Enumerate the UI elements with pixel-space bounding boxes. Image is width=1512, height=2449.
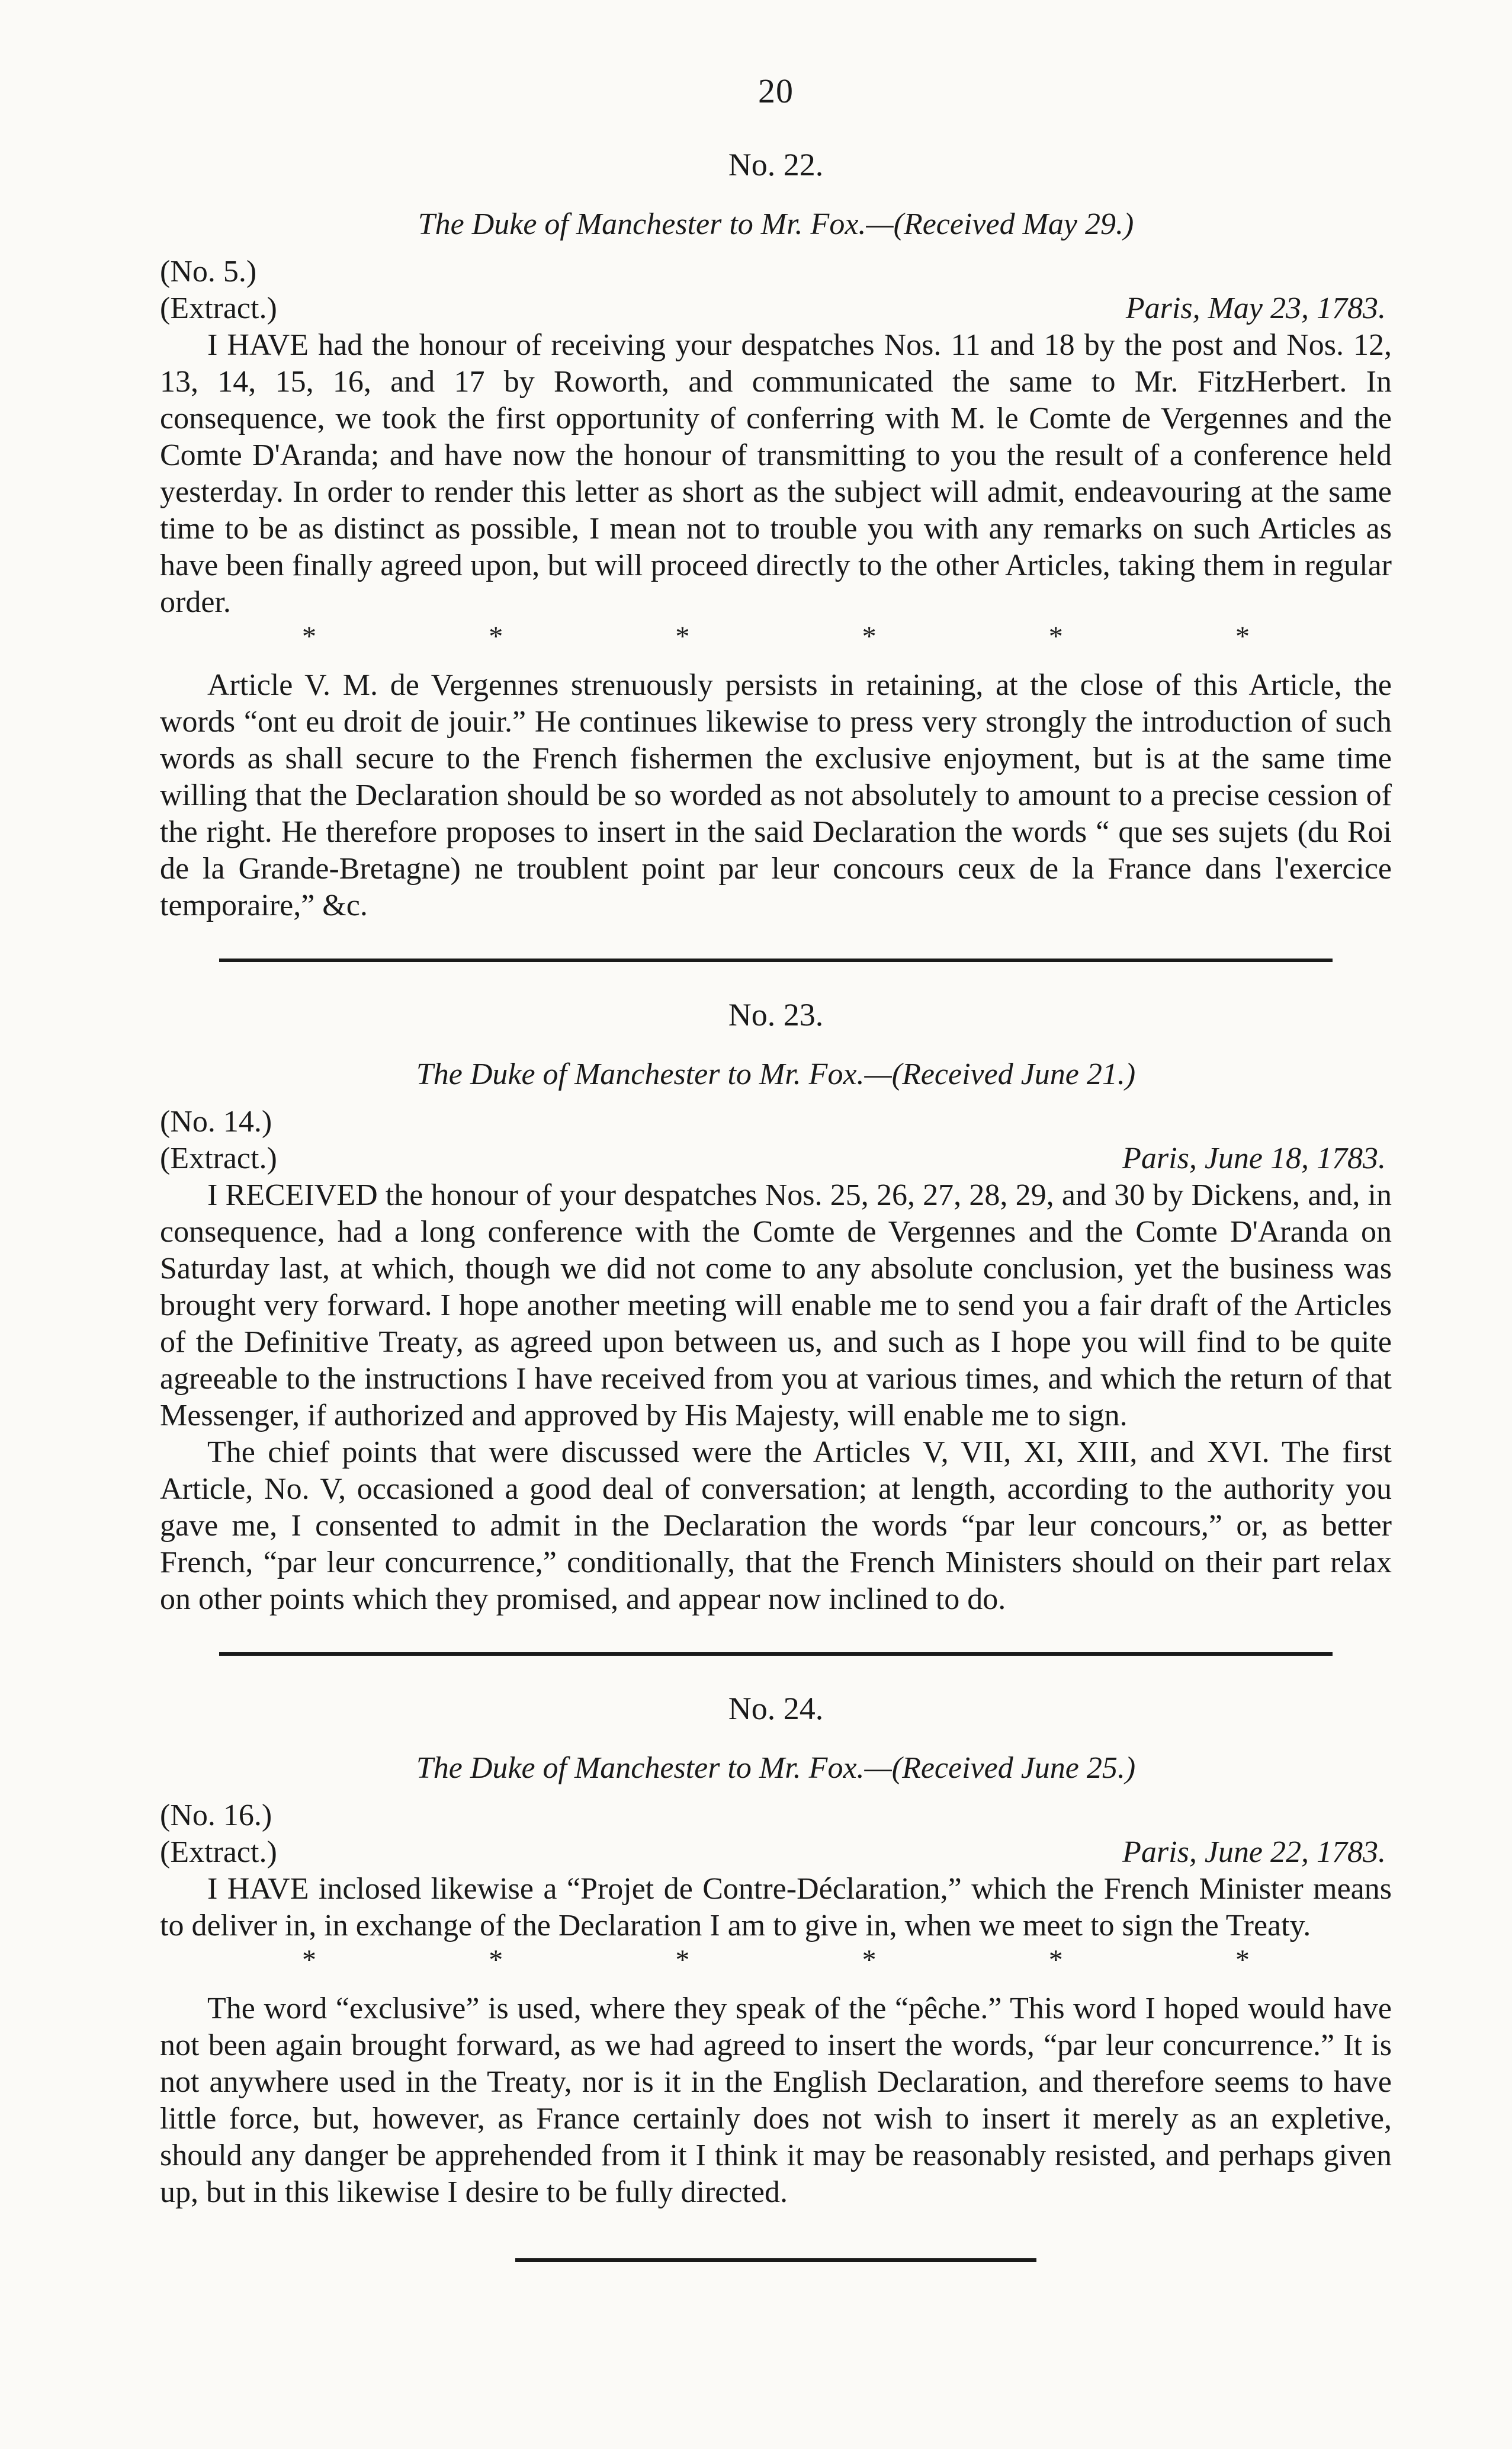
extract-line [160,1834,1392,1871]
asterisk: * [862,621,877,652]
paragraph: The chief points that were discussed were the Articles V, VII, XI, XIII, and XVI. The first Article, No. V, occasioned a good deal of conversation; at length, according to the authority you gave me, I consented to admit in the Declaration the words “par leur concours,” or, as better French, “par leur concurrence,” conditionally, that the French Ministers should on their part relax on other points which they promised, and appear now inclined to do. [160,1435,1392,1616]
dispatch-ref: (No. 16.) [160,1799,272,1832]
dispatch-number: No. 24. [728,1691,824,1726]
dispatch-23 [160,996,1392,1618]
dispatch-ref: (No. 5.) [160,255,257,289]
document-page [160,71,1392,2296]
asterisk: * [675,621,690,652]
dispatch-heading [160,1057,1392,1092]
paragraph: Article V. M. de Vergennes strenuously persists in retaining, at the close of this Article, the words “ont eu droit de jouir.” He continues likewise to press very strongly the introduction of such words as shall secure to the French fishermen the exclusive enjoyment, but is at the same time willing that the Declaration should be so worded as not absolutely to amount to a precise cession of the right. He therefore proposes to insert in the said Declaration the words “ que ses sujets (du Roi de la Grande-Bretagne) ne troublent point par leur concours ceux de la France dans l'exercice temporaire,” &c. [160,668,1392,922]
page-number: 20 [758,72,794,110]
heading-text: The Duke of Manchester to Mr. Fox. [418,207,866,241]
extract-line [160,1140,1392,1177]
asterisk: * [1235,1944,1250,1976]
heading-received: —(Received May 29.) [866,207,1134,241]
heading-text: The Duke of Manchester to Mr. Fox. [416,1751,865,1785]
extract-label: (Extract.) [160,1835,277,1869]
heading-text: The Duke of Manchester to Mr. Fox. [416,1057,865,1091]
paragraph: The word “exclusive” is used, where they speak of the “pêche.” This word I hoped would have not been again brought forward, as we had agreed to insert the words, “par leur concurrence.” It is not anywhere used in the Treaty, nor is it in the English Declaration, and therefore seems to have little force, but, however, as France certainly does not wish to insert it merely as an expletive, should any danger be apprehended from it I think it may be reasonably resisted, and perhaps given up, but in this likewise I desire to be fully directed. [160,1992,1392,2209]
extract-label: (Extract.) [160,1142,277,1175]
extract-label: (Extract.) [160,291,277,325]
place-date: Paris, May 23, 1783. [1125,291,1386,325]
dispatch-ref: (No. 14.) [160,1105,272,1139]
dispatch-24 [160,1690,1392,2211]
asterisk: * [1235,621,1250,652]
asterisk: * [489,621,503,652]
dispatch-22 [160,146,1392,924]
ellipsis-asterisks [160,1945,1392,1975]
place-date: Paris, June 18, 1783. [1122,1142,1386,1175]
paragraph: I HAVE had the honour of receiving your despatches Nos. 11 and 18 by the post and Nos. 12, 13, 14, 15, 16, and 17 by Roworth, and communicated the same to Mr. FitzHerbert. In consequence, we took the first opportunity of conferring with M. le Comte de Vergennes and the Comte D'Aranda; and have now the honour of transmitting to you the result of a conference held yesterday. In order to render this letter as short as the subject will admit, endeavouring at the same time to be as distinct as possible, I mean not to trouble you with any remarks on such Articles as have been finally agreed upon, but will proceed directly to the other Articles, taking them in regular order. [160,328,1392,619]
dispatch-heading [160,1751,1392,1786]
heading-received: —(Received June 21.) [864,1057,1136,1091]
asterisk: * [302,621,316,652]
asterisk: * [1048,621,1063,652]
dispatch-number: No. 23. [728,997,824,1033]
dispatch-number: No. 22. [728,147,824,182]
end-divider [515,2258,1036,2262]
place-date: Paris, June 22, 1783. [1122,1835,1386,1869]
asterisk: * [862,1944,877,1976]
extract-line [160,290,1392,327]
paragraph: I RECEIVED the honour of your despatches Nos. 25, 26, 27, 28, 29, and 30 by Dickens, and, in consequence, had a long conference with the Comte de Vergennes and the Comte D'Aranda on Saturday last, at which, though we did not come to any absolute conclusion, yet the business was brought very forward. I hope another meeting will enable me to send you a fair draft of the Articles of the Definitive Treaty, as agreed upon between us, and such as I hope you will find to be quite agreeable to the instructions I have received from you at various times, and which the return of that Messenger, if authorized and approved by His Majesty, will enable me to sign. [160,1178,1392,1432]
asterisk: * [1048,1944,1063,1976]
section-divider [219,959,1333,962]
ellipsis-asterisks [160,622,1392,652]
paragraph: I HAVE inclosed likewise a “Projet de Contre-Déclaration,” which the French Minister means to deliver in, in exchange of the Declaration I am to give in, when we meet to sign the Treaty. [160,1872,1392,1942]
asterisk: * [489,1944,503,1976]
asterisk: * [675,1944,690,1976]
asterisk: * [302,1944,316,1976]
heading-received: —(Received June 25.) [864,1751,1136,1785]
section-divider [219,1652,1333,1656]
dispatch-heading [160,207,1392,242]
